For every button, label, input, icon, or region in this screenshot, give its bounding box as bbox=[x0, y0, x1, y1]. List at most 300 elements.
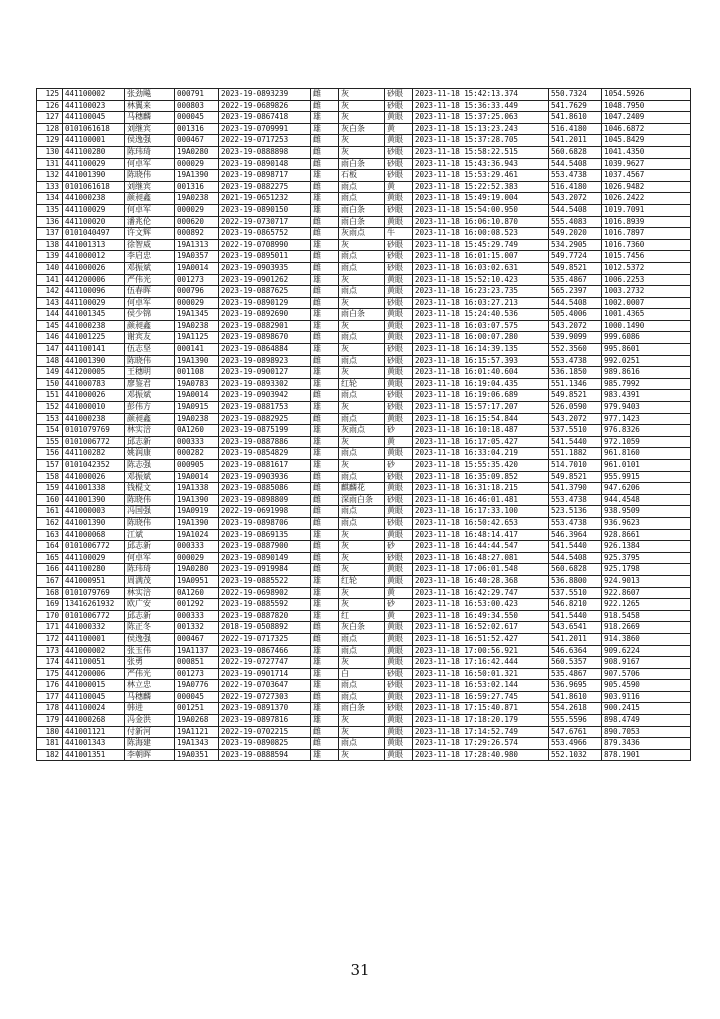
cell-ring-no: 2022-19-0698902 bbox=[219, 587, 311, 599]
cell-arrival-time: 2023-11-18 16:48:27.081 bbox=[413, 552, 549, 564]
cell-ring-no: 2023-19-0882925 bbox=[219, 413, 311, 425]
cell-eye-color: 黄眼 bbox=[385, 645, 413, 657]
cell-distance: 543.6541 bbox=[549, 622, 602, 634]
cell-distance: 551.1346 bbox=[549, 378, 602, 390]
table-row bbox=[37, 749, 691, 761]
cell-feather-color: 白 bbox=[339, 668, 385, 680]
cell-eye-color: 黄眼 bbox=[385, 320, 413, 332]
cell-feather-color: 灰 bbox=[339, 100, 385, 112]
table-row bbox=[37, 541, 691, 553]
cell-arrival-time: 2023-11-18 15:42:13.374 bbox=[413, 89, 549, 101]
cell-eye-color: 砂眼 bbox=[385, 668, 413, 680]
cell-feather-color: 灰雨点 bbox=[339, 228, 385, 240]
cell-member-id: 0101006772 bbox=[63, 610, 125, 622]
cell-feather-color: 灰白条 bbox=[339, 123, 385, 135]
cell-name: 陈晓伟 bbox=[125, 494, 175, 506]
cell-arrival-time: 2023-11-18 16:46:01.481 bbox=[413, 494, 549, 506]
cell-sex: 雄 bbox=[311, 274, 339, 286]
cell-eye-color: 黄眼 bbox=[385, 529, 413, 541]
cell-arrival-time: 2023-11-18 16:00:07.280 bbox=[413, 332, 549, 344]
cell-sex: 雄 bbox=[311, 193, 339, 205]
cell-rank: 139 bbox=[37, 251, 63, 263]
cell-distance: 544.5408 bbox=[549, 552, 602, 564]
cell-member-id: 0101079769 bbox=[63, 425, 125, 437]
cell-sex: 雌 bbox=[311, 216, 339, 228]
cell-feather-color: 灰 bbox=[339, 344, 385, 356]
cell-name: 邱志新 bbox=[125, 610, 175, 622]
cell-speed: 976.8326 bbox=[602, 425, 691, 437]
cell-distance: 544.5408 bbox=[549, 297, 602, 309]
cell-distance: 547.6761 bbox=[549, 726, 602, 738]
table-row bbox=[37, 344, 691, 356]
table-row bbox=[37, 170, 691, 182]
cell-eye-color: 砂眼 bbox=[385, 158, 413, 170]
cell-sex: 雌 bbox=[311, 483, 339, 495]
cell-rank: 150 bbox=[37, 378, 63, 390]
cell-name: 严伟光 bbox=[125, 668, 175, 680]
cell-member-no: 19A1390 bbox=[175, 170, 219, 182]
table-row bbox=[37, 181, 691, 193]
cell-arrival-time: 2023-11-18 16:00:08.523 bbox=[413, 228, 549, 240]
table-row bbox=[37, 367, 691, 379]
cell-member-no: 19A1338 bbox=[175, 483, 219, 495]
cell-ring-no: 2023-19-0890129 bbox=[219, 297, 311, 309]
cell-ring-no: 2023-19-0890150 bbox=[219, 204, 311, 216]
cell-arrival-time: 2023-11-18 15:54:00.950 bbox=[413, 204, 549, 216]
cell-eye-color: 砂眼 bbox=[385, 390, 413, 402]
cell-rank: 138 bbox=[37, 239, 63, 251]
cell-rank: 164 bbox=[37, 541, 63, 553]
cell-sex: 雄 bbox=[311, 587, 339, 599]
cell-name: 何卓军 bbox=[125, 204, 175, 216]
cell-arrival-time: 2023-11-18 16:03:07.575 bbox=[413, 320, 549, 332]
cell-name: 冯金洪 bbox=[125, 715, 175, 727]
cell-name: 李启忠 bbox=[125, 251, 175, 263]
cell-eye-color: 砂眼 bbox=[385, 251, 413, 263]
cell-sex: 雄 bbox=[311, 680, 339, 692]
cell-feather-color: 雨点 bbox=[339, 181, 385, 193]
cell-name: 林立忠 bbox=[125, 680, 175, 692]
cell-arrival-time: 2023-11-18 15:58:22.515 bbox=[413, 146, 549, 158]
cell-member-id: 13416261932 bbox=[63, 599, 125, 611]
cell-member-id: 441100024 bbox=[63, 703, 125, 715]
cell-member-no: 001273 bbox=[175, 668, 219, 680]
cell-arrival-time: 2023-11-18 17:06:01.548 bbox=[413, 564, 549, 576]
cell-ring-no: 2023-19-0885522 bbox=[219, 575, 311, 587]
cell-name: 许文辉 bbox=[125, 228, 175, 240]
cell-arrival-time: 2023-11-18 16:17:33.100 bbox=[413, 506, 549, 518]
cell-ring-no: 2023-19-0919984 bbox=[219, 564, 311, 576]
cell-member-id: 441001225 bbox=[63, 332, 125, 344]
cell-feather-color: 雨点 bbox=[339, 262, 385, 274]
cell-member-no: 19A0268 bbox=[175, 715, 219, 727]
cell-member-no: 000029 bbox=[175, 297, 219, 309]
table-row bbox=[37, 309, 691, 321]
cell-sex: 雄 bbox=[311, 170, 339, 182]
cell-member-id: 441000951 bbox=[63, 575, 125, 587]
cell-rank: 157 bbox=[37, 460, 63, 472]
cell-sex: 雄 bbox=[311, 425, 339, 437]
cell-rank: 176 bbox=[37, 680, 63, 692]
cell-member-no: 000029 bbox=[175, 158, 219, 170]
cell-arrival-time: 2023-11-18 16:42:29.747 bbox=[413, 587, 549, 599]
cell-member-id: 0101061618 bbox=[63, 181, 125, 193]
cell-member-id: 0101006772 bbox=[63, 541, 125, 553]
cell-speed: 1016.7360 bbox=[602, 239, 691, 251]
cell-member-no: 000045 bbox=[175, 112, 219, 124]
table-row bbox=[37, 216, 691, 228]
cell-distance: 553.4966 bbox=[549, 738, 602, 750]
cell-member-no: 000045 bbox=[175, 691, 219, 703]
cell-member-no: 000333 bbox=[175, 610, 219, 622]
cell-member-no: 19A1390 bbox=[175, 517, 219, 529]
cell-distance: 544.5408 bbox=[549, 204, 602, 216]
cell-speed: 936.9623 bbox=[602, 517, 691, 529]
cell-name: 韩进 bbox=[125, 703, 175, 715]
cell-speed: 924.9013 bbox=[602, 575, 691, 587]
cell-feather-color: 雨点 bbox=[339, 413, 385, 425]
cell-name: 谢宾友 bbox=[125, 332, 175, 344]
cell-sex: 雌 bbox=[311, 146, 339, 158]
cell-ring-no: 2022-19-0689826 bbox=[219, 100, 311, 112]
cell-distance: 541.8610 bbox=[549, 112, 602, 124]
cell-rank: 173 bbox=[37, 645, 63, 657]
cell-name: 马穗麟 bbox=[125, 112, 175, 124]
cell-rank: 140 bbox=[37, 262, 63, 274]
cell-arrival-time: 2023-11-18 16:19:04.435 bbox=[413, 378, 549, 390]
cell-distance: 526.0590 bbox=[549, 402, 602, 414]
cell-speed: 1046.6872 bbox=[602, 123, 691, 135]
cell-speed: 878.1901 bbox=[602, 749, 691, 761]
cell-eye-color: 砂眼 bbox=[385, 471, 413, 483]
cell-ring-no: 2023-19-0885592 bbox=[219, 599, 311, 611]
table-row bbox=[37, 320, 691, 332]
cell-distance: 546.8210 bbox=[549, 599, 602, 611]
table-row bbox=[37, 135, 691, 147]
cell-feather-color: 雨点 bbox=[339, 691, 385, 703]
cell-sex: 雄 bbox=[311, 309, 339, 321]
cell-member-id: 441000026 bbox=[63, 390, 125, 402]
cell-sex: 雌 bbox=[311, 541, 339, 553]
cell-member-id: 441000268 bbox=[63, 715, 125, 727]
cell-sex: 雌 bbox=[311, 286, 339, 298]
cell-arrival-time: 2023-11-18 15:37:28.705 bbox=[413, 135, 549, 147]
cell-eye-color: 黄眼 bbox=[385, 286, 413, 298]
cell-sex: 雌 bbox=[311, 517, 339, 529]
cell-feather-color: 灰 bbox=[339, 89, 385, 101]
table-row bbox=[37, 355, 691, 367]
cell-arrival-time: 2023-11-18 16:50:42.653 bbox=[413, 517, 549, 529]
cell-member-no: 000467 bbox=[175, 633, 219, 645]
cell-sex: 雄 bbox=[311, 239, 339, 251]
cell-sex: 雄 bbox=[311, 703, 339, 715]
table-row bbox=[37, 680, 691, 692]
results-table-body bbox=[37, 89, 691, 761]
cell-sex: 雄 bbox=[311, 320, 339, 332]
cell-ring-no: 2023-19-0882275 bbox=[219, 181, 311, 193]
cell-member-no: 19A0280 bbox=[175, 146, 219, 158]
cell-speed: 925.1798 bbox=[602, 564, 691, 576]
cell-ring-no: 2023-19-0882901 bbox=[219, 320, 311, 332]
cell-arrival-time: 2023-11-18 16:52:02.617 bbox=[413, 622, 549, 634]
cell-distance: 553.4738 bbox=[549, 170, 602, 182]
cell-name: 欧广安 bbox=[125, 599, 175, 611]
cell-distance: 549.8521 bbox=[549, 390, 602, 402]
cell-name: 严伟光 bbox=[125, 274, 175, 286]
cell-arrival-time: 2023-11-18 16:53:02.144 bbox=[413, 680, 549, 692]
table-row bbox=[37, 517, 691, 529]
cell-rank: 159 bbox=[37, 483, 63, 495]
cell-arrival-time: 2023-11-18 15:53:29.461 bbox=[413, 170, 549, 182]
cell-speed: 944.4548 bbox=[602, 494, 691, 506]
cell-rank: 169 bbox=[37, 599, 63, 611]
cell-member-id: 441200006 bbox=[63, 668, 125, 680]
cell-feather-color: 灰 bbox=[339, 297, 385, 309]
cell-member-id: 441001345 bbox=[63, 309, 125, 321]
cell-sex: 雌 bbox=[311, 251, 339, 263]
cell-feather-color: 雨点 bbox=[339, 506, 385, 518]
cell-member-no: 001292 bbox=[175, 599, 219, 611]
cell-ring-no: 2023-19-0709991 bbox=[219, 123, 311, 135]
cell-speed: 989.8616 bbox=[602, 367, 691, 379]
cell-member-id: 441000026 bbox=[63, 471, 125, 483]
cell-member-no: 19A0238 bbox=[175, 413, 219, 425]
table-row bbox=[37, 633, 691, 645]
cell-member-id: 441000015 bbox=[63, 680, 125, 692]
cell-member-no: 000333 bbox=[175, 436, 219, 448]
cell-distance: 550.7324 bbox=[549, 89, 602, 101]
cell-distance: 536.1850 bbox=[549, 367, 602, 379]
cell-ring-no: 2023-19-0854829 bbox=[219, 448, 311, 460]
cell-speed: 879.3436 bbox=[602, 738, 691, 750]
cell-rank: 148 bbox=[37, 355, 63, 367]
cell-rank: 179 bbox=[37, 715, 63, 727]
cell-sex: 雌 bbox=[311, 158, 339, 170]
cell-distance: 565.2397 bbox=[549, 286, 602, 298]
cell-member-no: 19A0014 bbox=[175, 471, 219, 483]
cell-speed: 918.5458 bbox=[602, 610, 691, 622]
cell-member-id: 441001390 bbox=[63, 170, 125, 182]
cell-feather-color: 雨点 bbox=[339, 680, 385, 692]
cell-sex: 雄 bbox=[311, 112, 339, 124]
cell-arrival-time: 2023-11-18 16:33:04.219 bbox=[413, 448, 549, 460]
cell-feather-color: 灰 bbox=[339, 436, 385, 448]
cell-arrival-time: 2023-11-18 16:03:02.631 bbox=[413, 262, 549, 274]
cell-name: 伍志坚 bbox=[125, 344, 175, 356]
cell-eye-color: 砂 bbox=[385, 425, 413, 437]
cell-member-no: 19A1125 bbox=[175, 332, 219, 344]
cell-name: 林实涪 bbox=[125, 587, 175, 599]
cell-member-id: 441000238 bbox=[63, 320, 125, 332]
table-row bbox=[37, 483, 691, 495]
cell-speed: 979.9403 bbox=[602, 402, 691, 414]
cell-sex: 雌 bbox=[311, 228, 339, 240]
cell-arrival-time: 2023-11-18 17:29:26.574 bbox=[413, 738, 549, 750]
cell-arrival-time: 2023-11-18 17:00:56.921 bbox=[413, 645, 549, 657]
cell-member-id: 0101042352 bbox=[63, 460, 125, 472]
cell-name: 李朝晖 bbox=[125, 749, 175, 761]
cell-member-id: 441100029 bbox=[63, 204, 125, 216]
cell-feather-color: 灰 bbox=[339, 564, 385, 576]
cell-speed: 961.0101 bbox=[602, 460, 691, 472]
cell-eye-color: 黄 bbox=[385, 123, 413, 135]
cell-name: 侯少锦 bbox=[125, 309, 175, 321]
cell-eye-color: 黄眼 bbox=[385, 274, 413, 286]
cell-feather-color: 麒麟花 bbox=[339, 483, 385, 495]
cell-member-id: 441100282 bbox=[63, 448, 125, 460]
cell-member-id: 0101079769 bbox=[63, 587, 125, 599]
cell-sex: 雄 bbox=[311, 599, 339, 611]
cell-arrival-time: 2023-11-18 16:14:39.135 bbox=[413, 344, 549, 356]
table-row bbox=[37, 494, 691, 506]
table-row bbox=[37, 529, 691, 541]
cell-member-id: 441100001 bbox=[63, 135, 125, 147]
cell-speed: 1048.7950 bbox=[602, 100, 691, 112]
table-row bbox=[37, 100, 691, 112]
cell-rank: 135 bbox=[37, 204, 63, 216]
cell-eye-color: 黄眼 bbox=[385, 633, 413, 645]
cell-member-no: 19A0357 bbox=[175, 251, 219, 263]
cell-ring-no: 2023-19-0897816 bbox=[219, 715, 311, 727]
cell-feather-color: 雨点 bbox=[339, 738, 385, 750]
cell-distance: 537.5510 bbox=[549, 425, 602, 437]
cell-name: 徐智威 bbox=[125, 239, 175, 251]
cell-ring-no: 2023-19-0865752 bbox=[219, 228, 311, 240]
cell-distance: 541.5440 bbox=[549, 610, 602, 622]
cell-rank: 151 bbox=[37, 390, 63, 402]
cell-eye-color: 黄眼 bbox=[385, 367, 413, 379]
cell-sex: 雌 bbox=[311, 494, 339, 506]
table-row bbox=[37, 703, 691, 715]
cell-eye-color: 黄眼 bbox=[385, 691, 413, 703]
cell-member-no: 000467 bbox=[175, 135, 219, 147]
table-row bbox=[37, 262, 691, 274]
cell-member-no: 19A0280 bbox=[175, 564, 219, 576]
cell-arrival-time: 2023-11-18 16:01:15.007 bbox=[413, 251, 549, 263]
cell-speed: 1019.7091 bbox=[602, 204, 691, 216]
cell-speed: 918.2669 bbox=[602, 622, 691, 634]
cell-arrival-time: 2023-11-18 16:03:27.213 bbox=[413, 297, 549, 309]
cell-name: 邱志新 bbox=[125, 541, 175, 553]
cell-ring-no: 2023-19-0887900 bbox=[219, 541, 311, 553]
cell-speed: 925.3795 bbox=[602, 552, 691, 564]
table-row bbox=[37, 506, 691, 518]
cell-feather-color: 雨点 bbox=[339, 471, 385, 483]
cell-eye-color: 黄 bbox=[385, 436, 413, 448]
cell-member-no: 000282 bbox=[175, 448, 219, 460]
cell-distance: 514.7010 bbox=[549, 460, 602, 472]
cell-arrival-time: 2023-11-18 16:35:09.852 bbox=[413, 471, 549, 483]
cell-distance: 549.7724 bbox=[549, 251, 602, 263]
cell-distance: 536.8800 bbox=[549, 575, 602, 587]
cell-ring-no: 2023-19-0887886 bbox=[219, 436, 311, 448]
cell-feather-color: 雨点 bbox=[339, 390, 385, 402]
cell-member-id: 441000332 bbox=[63, 622, 125, 634]
cell-sex: 雌 bbox=[311, 297, 339, 309]
cell-sex: 雌 bbox=[311, 471, 339, 483]
table-row bbox=[37, 436, 691, 448]
table-row bbox=[37, 390, 691, 402]
cell-sex: 雌 bbox=[311, 738, 339, 750]
cell-feather-color: 灰 bbox=[339, 715, 385, 727]
cell-rank: 178 bbox=[37, 703, 63, 715]
cell-member-no: 000333 bbox=[175, 541, 219, 553]
cell-name: 张勇 bbox=[125, 657, 175, 669]
cell-member-no: 001251 bbox=[175, 703, 219, 715]
cell-sex: 雄 bbox=[311, 402, 339, 414]
cell-sex: 雌 bbox=[311, 262, 339, 274]
cell-rank: 132 bbox=[37, 170, 63, 182]
cell-name: 刘继宾 bbox=[125, 181, 175, 193]
cell-rank: 136 bbox=[37, 216, 63, 228]
cell-member-id: 441100029 bbox=[63, 158, 125, 170]
cell-distance: 553.4738 bbox=[549, 355, 602, 367]
cell-rank: 142 bbox=[37, 286, 63, 298]
cell-rank: 131 bbox=[37, 158, 63, 170]
cell-ring-no: 2018-19-0508892 bbox=[219, 622, 311, 634]
cell-feather-color: 灰 bbox=[339, 274, 385, 286]
table-row bbox=[37, 413, 691, 425]
cell-feather-color: 灰 bbox=[339, 135, 385, 147]
cell-feather-color: 雨点 bbox=[339, 517, 385, 529]
cell-sex: 雄 bbox=[311, 749, 339, 761]
cell-speed: 961.8160 bbox=[602, 448, 691, 460]
cell-feather-color: 雨白条 bbox=[339, 204, 385, 216]
cell-arrival-time: 2023-11-18 16:01:40.604 bbox=[413, 367, 549, 379]
cell-member-id: 441001313 bbox=[63, 239, 125, 251]
cell-speed: 890.7053 bbox=[602, 726, 691, 738]
cell-rank: 172 bbox=[37, 633, 63, 645]
cell-speed: 903.9116 bbox=[602, 691, 691, 703]
cell-eye-color: 砂眼 bbox=[385, 100, 413, 112]
cell-member-no: 000791 bbox=[175, 89, 219, 101]
cell-arrival-time: 2023-11-18 16:15:54.844 bbox=[413, 413, 549, 425]
cell-arrival-time: 2023-11-18 16:10:18.487 bbox=[413, 425, 549, 437]
cell-eye-color: 砂眼 bbox=[385, 703, 413, 715]
table-row bbox=[37, 726, 691, 738]
cell-ring-no: 2023-19-0887820 bbox=[219, 610, 311, 622]
cell-member-id: 441000002 bbox=[63, 645, 125, 657]
cell-eye-color: 黄眼 bbox=[385, 332, 413, 344]
cell-name: 陈晓伟 bbox=[125, 517, 175, 529]
cell-member-id: 441100029 bbox=[63, 552, 125, 564]
cell-member-id: 441000238 bbox=[63, 193, 125, 205]
cell-name: 周满茂 bbox=[125, 575, 175, 587]
cell-arrival-time: 2023-11-18 15:36:33.449 bbox=[413, 100, 549, 112]
cell-member-no: 19A0014 bbox=[175, 262, 219, 274]
cell-ring-no: 2022-19-0703647 bbox=[219, 680, 311, 692]
cell-member-no: 001273 bbox=[175, 274, 219, 286]
cell-speed: 972.1059 bbox=[602, 436, 691, 448]
cell-eye-color: 黄眼 bbox=[385, 193, 413, 205]
cell-member-id: 441100045 bbox=[63, 691, 125, 703]
cell-sex: 雄 bbox=[311, 367, 339, 379]
cell-member-no: 000796 bbox=[175, 286, 219, 298]
cell-feather-color: 灰 bbox=[339, 599, 385, 611]
cell-arrival-time: 2023-11-18 16:06:10.870 bbox=[413, 216, 549, 228]
cell-ring-no: 2023-19-0903936 bbox=[219, 471, 311, 483]
cell-name: 张玉伟 bbox=[125, 645, 175, 657]
cell-member-no: 0A1260 bbox=[175, 425, 219, 437]
cell-arrival-time: 2023-11-18 17:14:52.749 bbox=[413, 726, 549, 738]
cell-eye-color: 黄眼 bbox=[385, 216, 413, 228]
cell-ring-no: 2023-19-0885086 bbox=[219, 483, 311, 495]
cell-sex: 雄 bbox=[311, 668, 339, 680]
cell-name: 钱棍文 bbox=[125, 483, 175, 495]
cell-rank: 127 bbox=[37, 112, 63, 124]
cell-distance: 505.4006 bbox=[549, 309, 602, 321]
cell-eye-color: 黄 bbox=[385, 587, 413, 599]
